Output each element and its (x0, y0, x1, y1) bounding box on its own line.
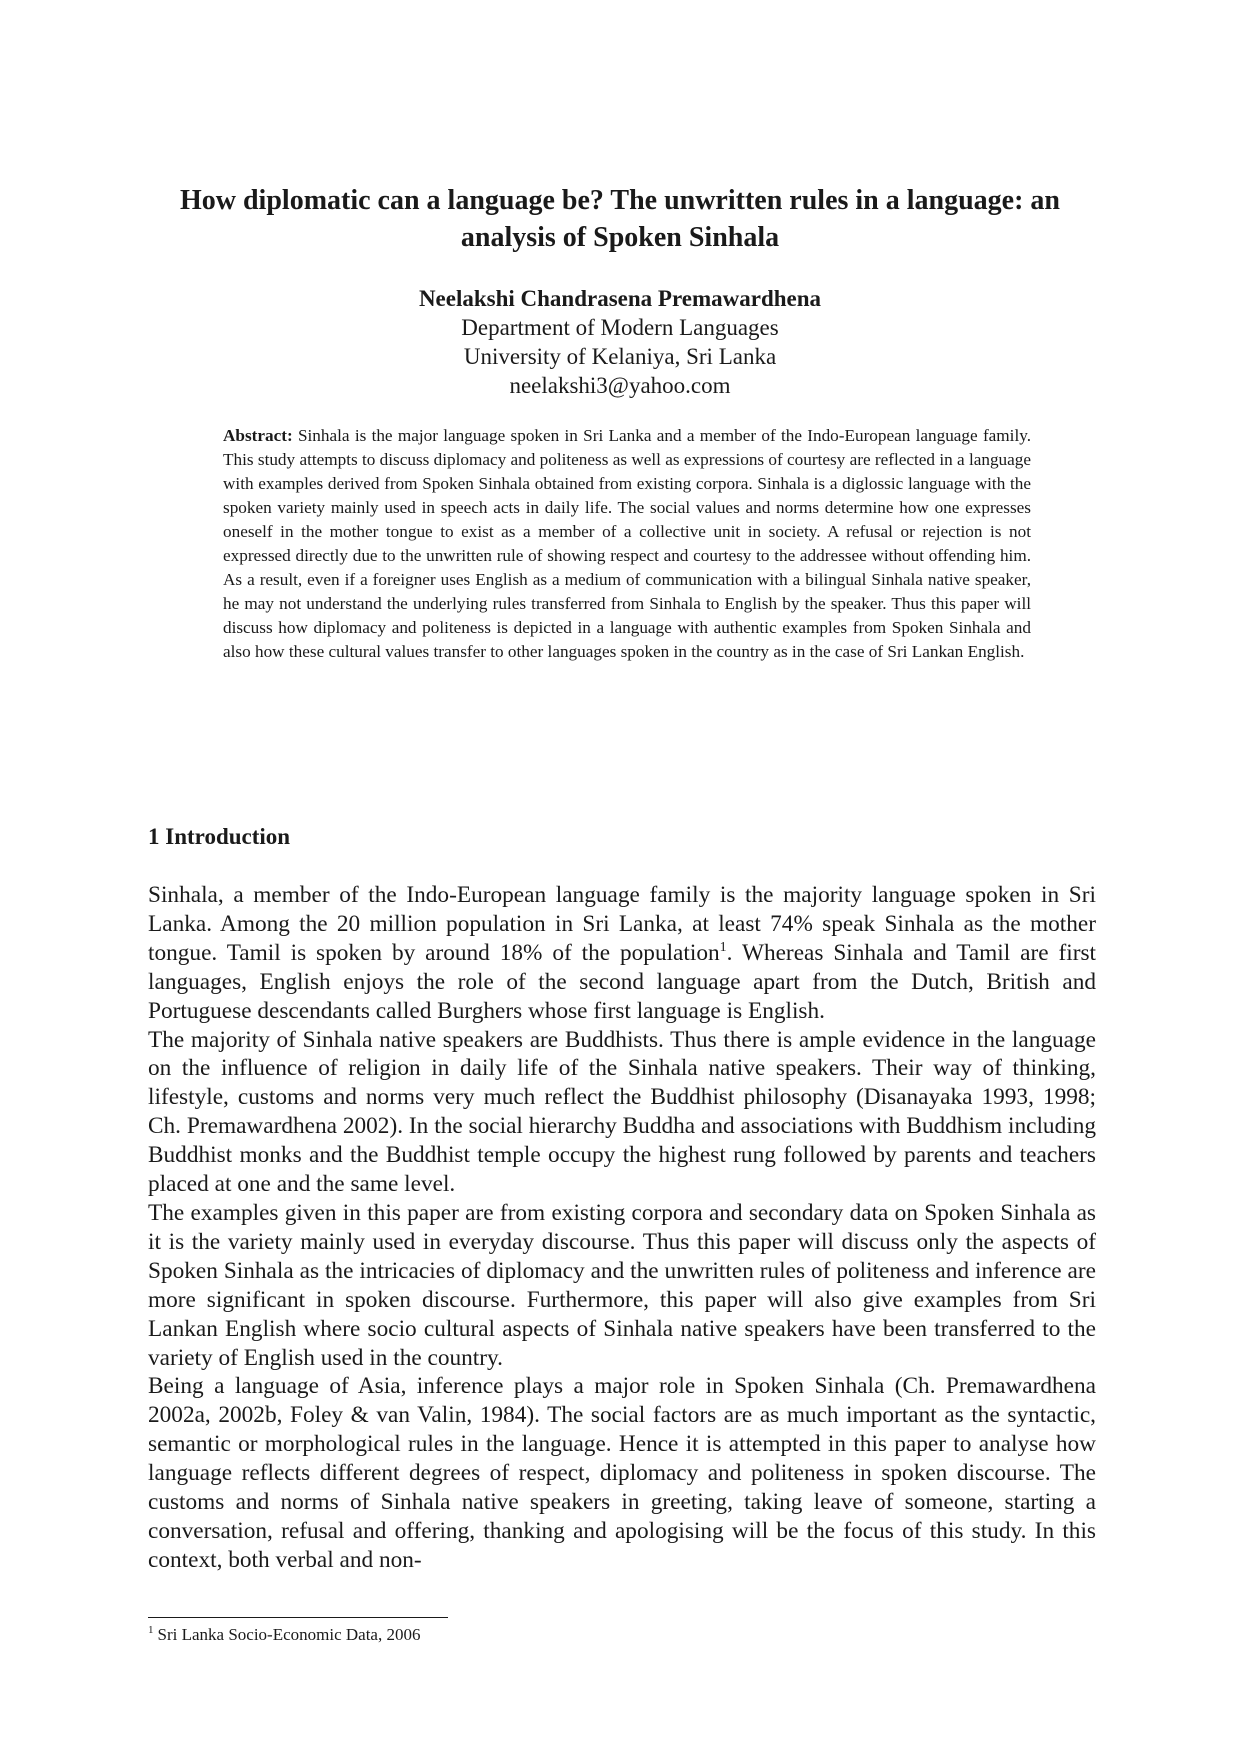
intro-paragraph-3: The examples given in this paper are from existing corpora and secondary data on Spoken Sinhala as it is the variety mainly used in everyday discourse. Thus this paper will discuss only the aspects of Spoken Sinhala as the intricacies of diplomacy and the unwritten rules of politeness and inference are more significant in spoken discourse. Furthermore, this paper will also give examples from Sri Lankan English where socio cultural aspects of Sinhala native speakers have been transferred to the variety of English used in the country. (148, 1199, 1096, 1371)
intro-paragraph-1-end: . Whereas Sinhala and Tamil are first languages, English enjoys the role of the second language apart from the Dutch, British and Portuguese descendants called Burghers whose first language is English. (148, 939, 1096, 1024)
abstract-text: Sinhala is the major language spoken in Sri Lanka and a member of the Indo-European language family. This study attempts to discuss diplomacy and politeness as well as expressions of courtesy are reflected in a language with examples derived from Spoken Sinhala obtained from existing corpora. Sinhala is a diglossic language with the spoken variety mainly used in speech acts in daily life. The social values and norms determine how one expresses oneself in the mother tongue to exist as a member of a collective unit in society. A refusal or rejection is not expressed directly due to the unwritten rule of showing respect and courtesy to the addressee without offending him. As a result, even if a foreigner uses English as a medium of communication with a bilingual Sinhala native speaker, he may not understand the underlying rules transferred from Sinhala to English by the speaker. Thus this paper will discuss how diplomacy and politeness is depicted in a language with authentic examples from Spoken Sinhala and also how these cultural values transfer to other languages spoken in the country as in the case of Sri Lankan English. (223, 426, 1031, 661)
author-block (140, 284, 1100, 400)
abstract (223, 424, 1031, 664)
intro-paragraph-2: The majority of Sinhala native speakers are Buddhists. Thus there is ample evidence in the language on the influence of religion in daily life of the Sinhala native speakers. Their way of thinking, lifestyle, customs and norms very much reflect the Buddhist philosophy (Disanayaka 1993, 1998; Ch. Premawardhena 2002). In the social hierarchy Buddha and associations with Buddhism including Buddhist monks and the Buddhist temple occupy the highest rung followed by parents and teachers placed at one and the same level. (148, 1026, 1096, 1198)
footnote-divider (148, 1617, 448, 1618)
author-department: Department of Modern Languages (461, 315, 779, 340)
paper-title-line-1: How diplomatic can a language be? The unwritten rules in a language: an (179, 185, 1060, 216)
introduction-body (148, 881, 1096, 1575)
author-university: University of Kelaniya, Sri Lanka (463, 344, 777, 369)
intro-paragraph-1 (148, 881, 1096, 1026)
footnote-text: Sri Lanka Socio-Economic Data, 2006 (157, 1625, 421, 1644)
section-heading: 1 Introduction (148, 824, 291, 849)
paper-title-line-2: analysis of Spoken Sinhala (460, 222, 780, 253)
author-email: neelakshi3@yahoo.com (509, 373, 731, 398)
footnote-mark: 1 (148, 1624, 154, 1637)
abstract-label: Abstract: (223, 426, 293, 445)
intro-paragraph-1-start: Sinhala, a member of the Indo-European language family is the majority language spoken in Sri Lanka. Among the 20 million population in Sri Lanka, at least 74% speak Sinhala as the mother tongue. Tamil is spoken by around 18% of the population (148, 882, 1096, 966)
footnote-reference: 1 (719, 940, 727, 956)
intro-paragraph-4: Being a language of Asia, inference plays a major role in Spoken Sinhala (Ch. Premawardhena 2002a, 2002b, Foley & van Valin, 1984). The social factors are as much important as the syntactic, semantic or morphological rules in the language. Hence it is attempted in this paper to analyse how language reflects different degrees of respect, diplomacy and politeness in spoken discourse. The customs and norms of Sinhala native speakers in greeting, taking leave of someone, starting a conversation, refusal and offering, thanking and apologising will be the focus of this study. In this context, both verbal and non- (148, 1373, 1096, 1573)
footnote (148, 1624, 420, 1646)
author-name: Neelakshi Chandrasena Premawardhena (418, 286, 822, 311)
paper-title (140, 182, 1100, 256)
